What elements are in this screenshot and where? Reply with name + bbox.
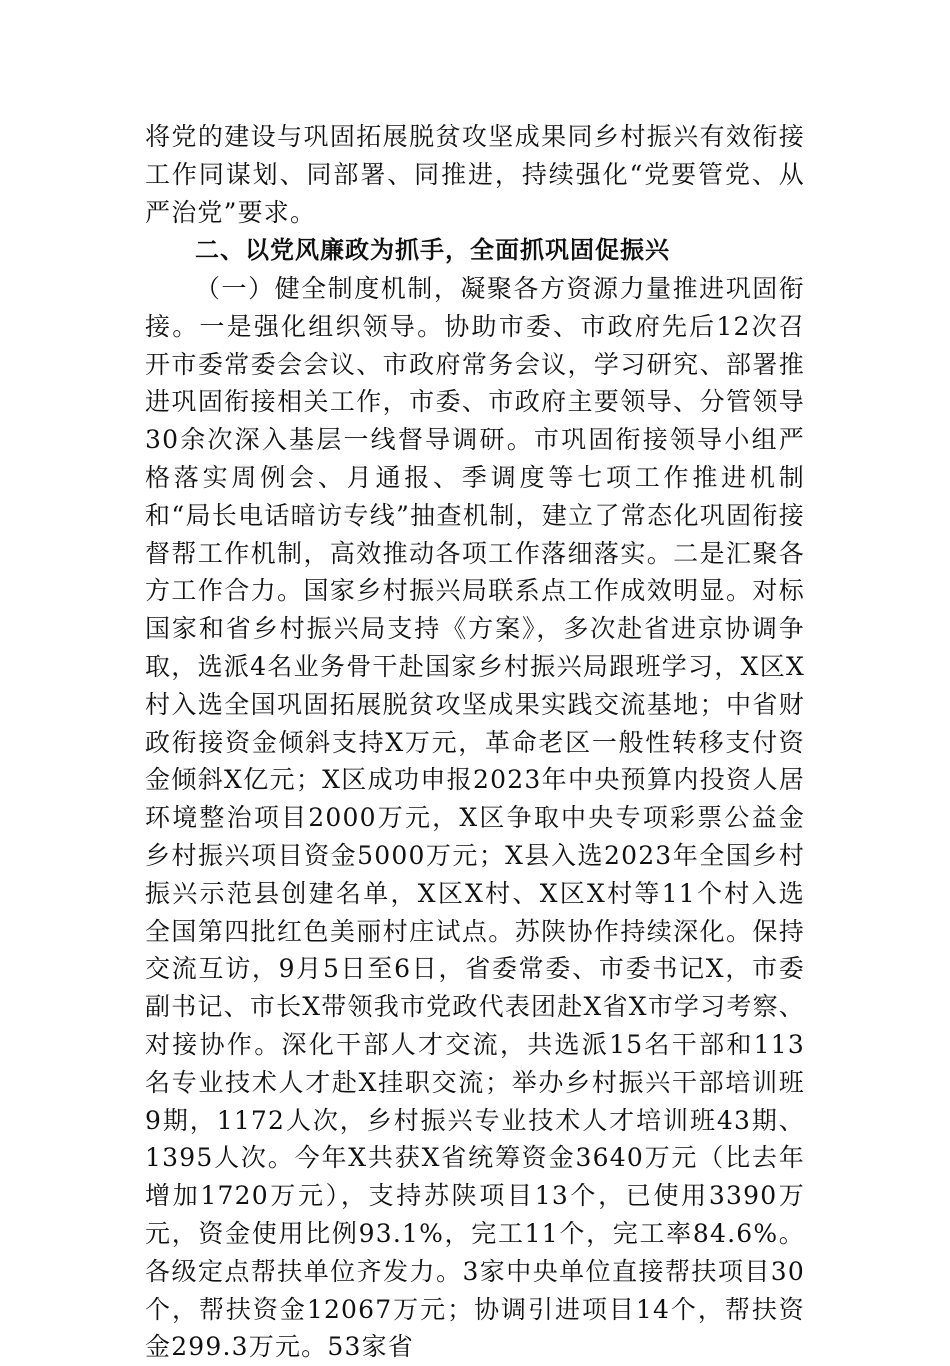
section-heading: 二、以党风廉政为抓手，全面抓巩固促振兴 — [195, 236, 670, 264]
body-text-block — [145, 270, 805, 1366]
continuation-paragraph: 将党的建设与巩固拓展脱贫攻坚成果同乡村振兴有效衔接工作同谋划、同部署、同推进，持续强化“党要管党、从严治党”要求。 — [145, 122, 805, 227]
continuation-text-block — [145, 118, 805, 231]
body-paragraph: （一）健全制度机制，凝聚各方资源力量推进巩固衔接。一是强化组织领导。协助市委、市政府先后12次召开市委常委会会议、市政府常务会议，学习研究、部署推进巩固衔接相关工作，市委、市政府主要领导、分管领导30余次深入基层一线督导调研。市巩固衔接领导小组严格落实周例会、月通报、季调度等七项工作推进机制和“局长电话暗访专线”抽查机制，建立了常态化巩固衔接督帮工作机制，高效推动各项工作落细落实。二是汇聚各方工作合力。国家乡村振兴局联系点工作成效明显。对标国家和省乡村振兴局支持《方案》，多次赴省进京协调争取，选派4名业务骨干赴国家乡村振兴局跟班学习，X区X村入选全国巩固拓展脱贫攻坚成果实践交流基地；中省财政衔接资金倾斜支持X万元，革命老区一般性转移支付资金倾斜X亿元；X区成功申报2023年中央预算内投资人居环境整治项目2000万元，X区争取中央专项彩票公益金乡村振兴项目资金5000万元；X县入选2023年全国乡村振兴示范县创建名单，X区X村、X区X村等11个村入选全国第四批红色美丽村庄试点。苏陕协作持续深化。保持交流互访，9月5日至6日，省委常委、市委书记X，市委副书记、市长X带领我市党政代表团赴X省X市学习考察、对接协作。深化干部人才交流，共选派15名干部和113名专业技术人才赴X挂职交流；举办乡村振兴干部培训班9期，1172人次，乡村振兴专业技术人才培训班43期、1395人次。今年X共获X省统筹资金3640万元（比去年增加1720万元），支持苏陕项目13个，已使用3390万元，资金使用比例93.1%，完工11个，完工率84.6%。各级定点帮扶单位齐发力。3家中央单位直接帮扶项目30个，帮扶资金12067万元；协调引进项目14个，帮扶资金299.3万元。53家省 — [145, 274, 805, 1362]
